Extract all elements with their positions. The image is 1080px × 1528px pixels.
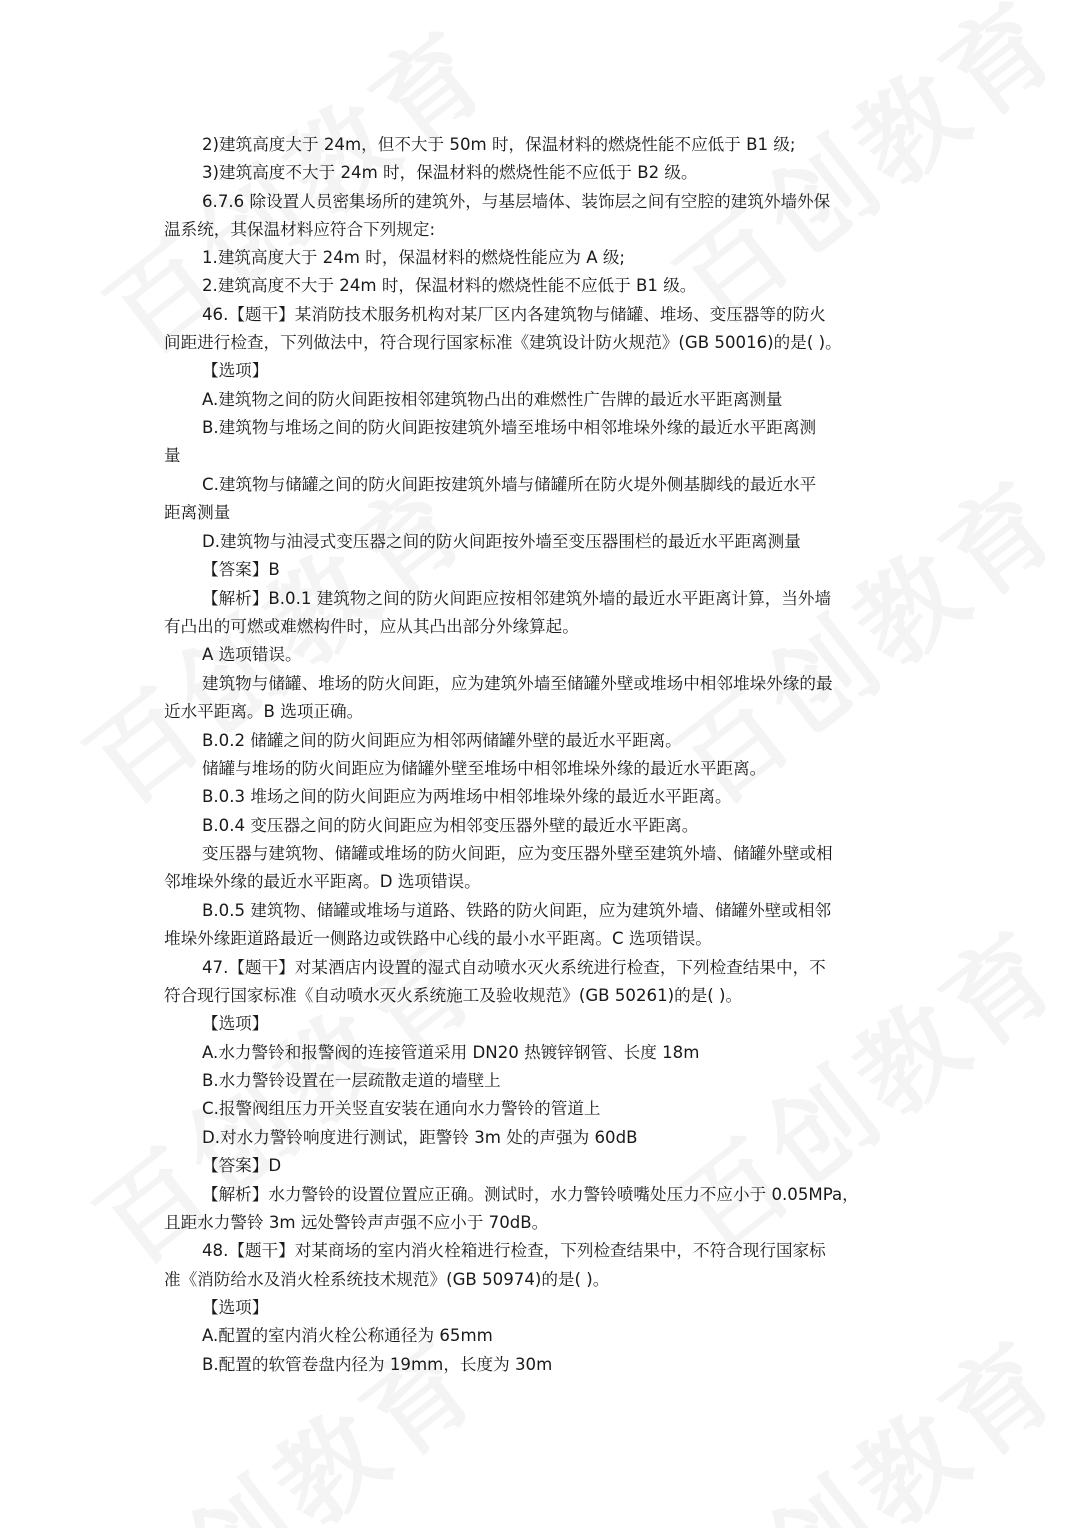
text-line: 2)建筑高度大于 24m，但不大于 50m 时，保温材料的燃烧性能不应低于 B1 级; <box>202 135 796 154</box>
options-heading: 【选项】 <box>202 361 269 380</box>
text-line: 建筑物与储罐、堆场的防火间距，应为建筑外墙至储罐外壁或堆场中相邻堆垛外缘的最 <box>202 674 833 693</box>
option-d: D.对水力警铃响度进行测试，距警铃 3m 处的声强为 60dB <box>202 1128 638 1147</box>
option-a: A.建筑物之间的防火间距按相邻建筑物凸出的难燃性广告牌的最近水平距离测量 <box>202 390 783 409</box>
text-line: 且距水力警铃 3m 远处警铃声声强不应小于 70dB。 <box>164 1213 549 1232</box>
analysis: 【解析】水力警铃的设置位置应正确。测试时，水力警铃喷嘴处压力不应小于 0.05MPa， <box>202 1185 859 1204</box>
options-heading: 【选项】 <box>202 1298 269 1317</box>
question-47-stem: 47.【题干】对某酒店内设置的湿式自动喷水灭火系统进行检查，下列检查结果中，不 <box>202 958 826 977</box>
text-line: 3)建筑高度不大于 24m 时，保温材料的燃烧性能不应低于 B2 级。 <box>202 163 698 182</box>
text-line: B.0.5 建筑物、储罐或堆场与道路、铁路的防火间距，应为建筑外墙、储罐外壁或相邻 <box>202 901 832 920</box>
option-a: A.配置的室内消火栓公称通径为 65mm <box>202 1326 493 1345</box>
text-line: 准《消防给水及消火栓系统技术规范》(GB 50974)的是( )。 <box>164 1270 610 1289</box>
text-line: B.0.4 变压器之间的防火间距应为相邻变压器外壁的最近水平距离。 <box>202 816 699 835</box>
text-line: 堆垛外缘距道路最近一侧路边或铁路中心线的最小水平距离。C 选项错误。 <box>164 929 712 948</box>
analysis: 【解析】B.0.1 建筑物之间的防火间距应按相邻建筑外墙的最近水平距离计算，当外墙 <box>202 589 832 608</box>
question-46-stem: 46.【题干】某消防技术服务机构对某厂区内各建筑物与储罐、堆场、变压器等的防火 <box>202 305 826 324</box>
text-line: 有凸出的可燃或难燃构件时，应从其凸出部分外缘算起。 <box>164 617 579 636</box>
option-b: B.配置的软管卷盘内径为 19mm，长度为 30m <box>202 1355 553 1374</box>
text-line: 储罐与堆场的防火间距应为储罐外壁至堆场中相邻堆垛外缘的最近水平距离。 <box>202 759 767 778</box>
text-line: 2.建筑高度不大于 24m 时，保温材料的燃烧性能不应低于 B1 级。 <box>202 276 697 295</box>
text-line: 量 <box>164 446 181 465</box>
text-line: 间距进行检查，下列做法中，符合现行国家标准《建筑设计防火规范》(GB 50016)的是( )。 <box>164 333 842 352</box>
text-line: B.0.2 储罐之间的防火间距应为相邻两储罐外壁的最近水平距离。 <box>202 731 682 750</box>
option-b: B.水力警铃设置在一层疏散走道的墙壁上 <box>202 1071 501 1090</box>
options-heading: 【选项】 <box>202 1014 269 1033</box>
text-line: A 选项错误。 <box>202 645 302 664</box>
text-line: 变压器与建筑物、储罐或堆场的防火间距，应为变压器外壁至建筑外墙、储罐外壁或相 <box>202 844 833 863</box>
text-line: 6.7.6 除设置人员密集场所的建筑外，与基层墙体、装饰层之间有空腔的建筑外墙外保 <box>202 192 831 211</box>
text-line: 符合现行国家标准《自动喷水灭火系统施工及验收规范》(GB 50261)的是( )。 <box>164 986 743 1005</box>
text-line: 温系统，其保温材料应符合下列规定: <box>164 220 436 239</box>
option-b: B.建筑物与堆场之间的防火间距按建筑外墙至堆场中相邻堆垛外缘的最近水平距离测 <box>202 418 817 437</box>
option-c: C.报警阀组压力开关竖直安装在通向水力警铃的管道上 <box>202 1099 601 1118</box>
text-line: 距离测量 <box>164 503 231 522</box>
text-line: 邻堆垛外缘的最近水平距离。D 选项错误。 <box>164 872 481 891</box>
question-48-stem: 48.【题干】对某商场的室内消火栓箱进行检查，下列检查结果中，不符合现行国家标 <box>202 1241 826 1260</box>
text-line: 近水平距离。B 选项正确。 <box>164 702 364 721</box>
text-line: 1.建筑高度大于 24m 时，保温材料的燃烧性能应为 A 级; <box>202 248 626 267</box>
option-c: C.建筑物与储罐之间的防火间距按建筑外墙与储罐所在防火堤外侧基脚线的最近水平 <box>202 475 817 494</box>
text-line: B.0.3 堆场之间的防火间距应为两堆场中相邻堆垛外缘的最近水平距离。 <box>202 787 732 806</box>
answer: 【答案】D <box>202 1156 282 1175</box>
option-a: A.水力警铃和报警阀的连接管道采用 DN20 热镀锌钢管、长度 18m <box>202 1043 700 1062</box>
answer: 【答案】B <box>202 560 280 579</box>
option-d: D.建筑物与油浸式变压器之间的防火间距按外墙至变压器围栏的最近水平距离测量 <box>202 532 801 551</box>
